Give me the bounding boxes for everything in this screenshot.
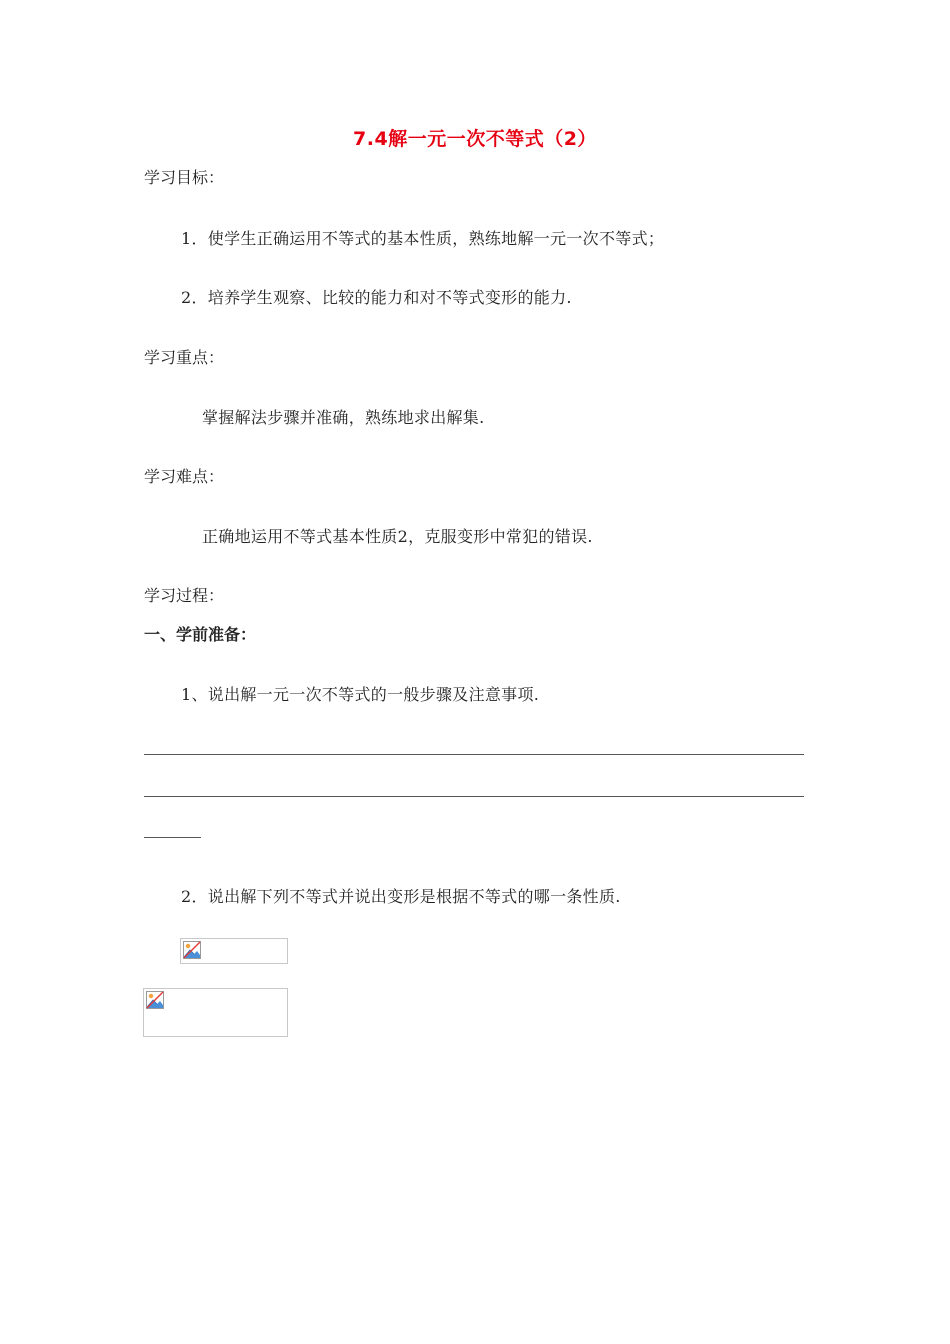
key-points-heading: 学习重点： — [144, 348, 225, 367]
goal-item-1: 1．使学生正确运用不等式的基本性质，熟练地解一元一次不等式； — [181, 229, 665, 248]
goals-heading: 学习目标： — [144, 168, 225, 187]
answer-blank-line-1[interactable] — [144, 754, 804, 755]
page-title: 7.4解一元一次不等式（2） — [353, 128, 597, 150]
broken-image-icon — [145, 990, 165, 1010]
answer-blank-line-3[interactable] — [144, 837, 201, 838]
difficulties-heading: 学习难点： — [144, 467, 225, 486]
broken-image-icon — [182, 940, 202, 960]
inequality-image-2 — [143, 988, 288, 1037]
question-2: 2．说出解下列不等式并说出变形是根据不等式的哪一条性质. — [181, 887, 621, 906]
answer-blank-line-2[interactable] — [144, 796, 804, 797]
question-1: 1、说出解一元一次不等式的一般步骤及注意事项. — [181, 685, 540, 704]
process-heading: 学习过程： — [144, 586, 225, 605]
key-points-text: 掌握解法步骤并准确，熟练地求出解集. — [202, 408, 485, 427]
inequality-image-1 — [180, 938, 288, 964]
goal-item-2: 2．培养学生观察、比较的能力和对不等式变形的能力. — [181, 288, 572, 307]
difficulties-text: 正确地运用不等式基本性质2，克服变形中常犯的错误. — [202, 527, 593, 546]
prep-heading: 一、学前准备： — [144, 625, 257, 644]
